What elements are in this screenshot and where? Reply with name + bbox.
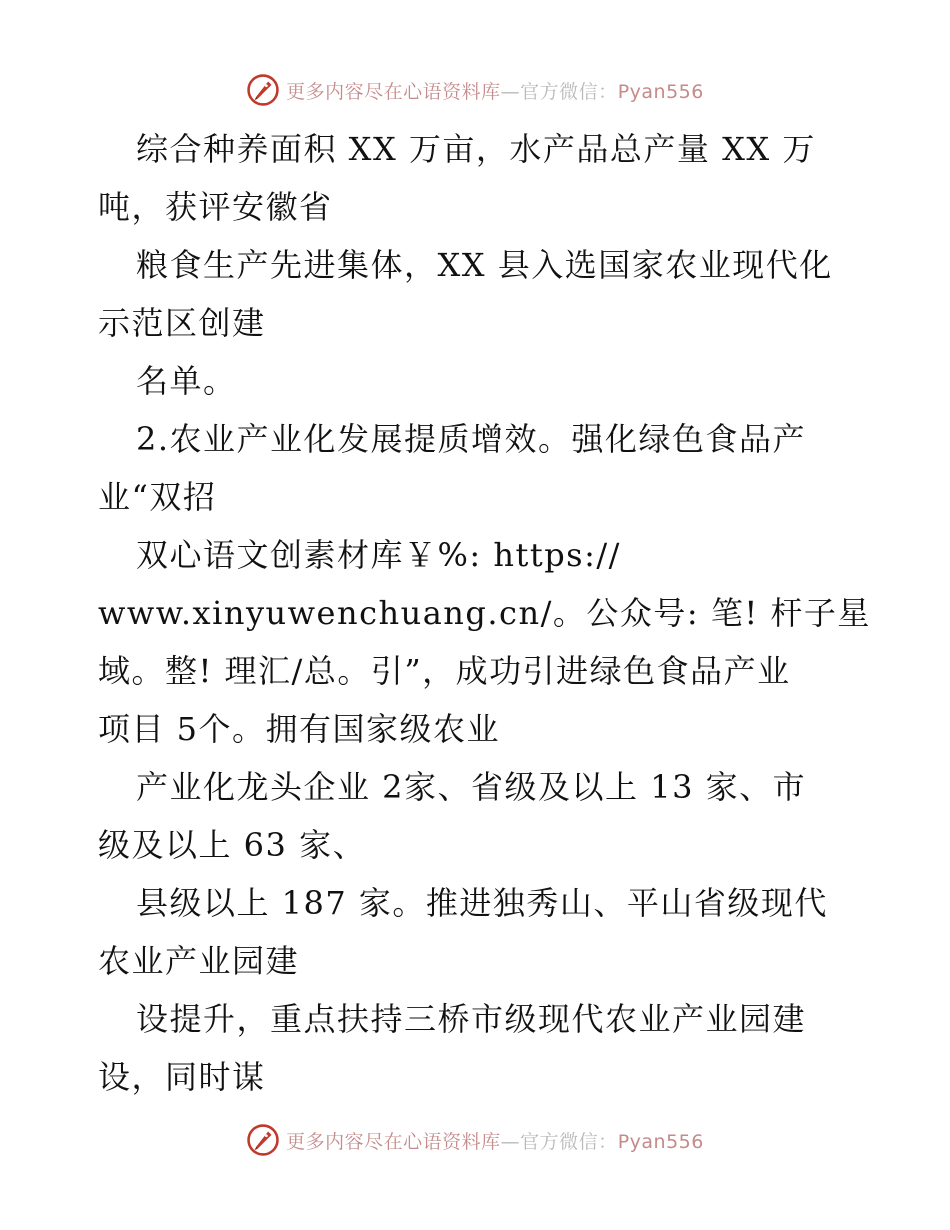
watermark-text [286, 77, 704, 104]
text-line: 业“双招 [98, 478, 217, 516]
text-line: 设提升，重点扶持三桥市级现代农业产业园建 [136, 1000, 807, 1038]
watermark-brand: 更多内容尽在心语资料库 [286, 80, 501, 103]
text-line: 名单。 [136, 362, 237, 400]
watermark-id: Pyan556 [617, 80, 704, 103]
header-watermark [0, 70, 950, 110]
watermark-id: Pyan556 [617, 1130, 704, 1153]
text-line: 示范区创建 [98, 304, 266, 342]
document-body [98, 120, 871, 1106]
text-line: 县级以上 187 家。推进独秀山、平山省级现代 [136, 884, 828, 922]
fountain-pen-nib-icon [246, 73, 280, 107]
text-line: 域。整! 理汇/总。引”，成功引进绿色食品产业 [98, 652, 791, 690]
watermark-separator: — [500, 1130, 521, 1153]
footer-watermark [0, 1120, 950, 1160]
text-line: www.xinyuwenchuang.cn/。公众号: 笔! 杆子星 [98, 594, 871, 632]
text-line: 产业化龙头企业 2家、省级及以上 13 家、市 [136, 768, 807, 806]
text-line: 项目 5个。拥有国家级农业 [98, 710, 501, 748]
text-line: 吨，获评安徽省 [98, 188, 333, 226]
text-line: 粮食生产先进集体，XX 县入选国家农业现代化 [136, 246, 833, 284]
text-line: 综合种养面积 XX 万亩，水产品总产量 XX 万 [136, 130, 816, 168]
text-line: 农业产业园建 [98, 942, 300, 980]
watermark-brand: 更多内容尽在心语资料库 [286, 1130, 501, 1153]
watermark-label: 官方微信： [520, 1130, 618, 1153]
text-line: 2.农业产业化发展提质增效。强化绿色食品产 [136, 420, 807, 458]
text-line: 级及以上 63 家、 [98, 826, 367, 864]
fountain-pen-nib-icon [246, 1123, 280, 1157]
text-line: 双心语文创素材库￥%: https:// [136, 536, 621, 574]
text-line: 设，同时谋 [98, 1058, 266, 1096]
watermark-text [286, 1127, 704, 1154]
watermark-separator: — [500, 80, 521, 103]
watermark-label: 官方微信： [520, 80, 618, 103]
